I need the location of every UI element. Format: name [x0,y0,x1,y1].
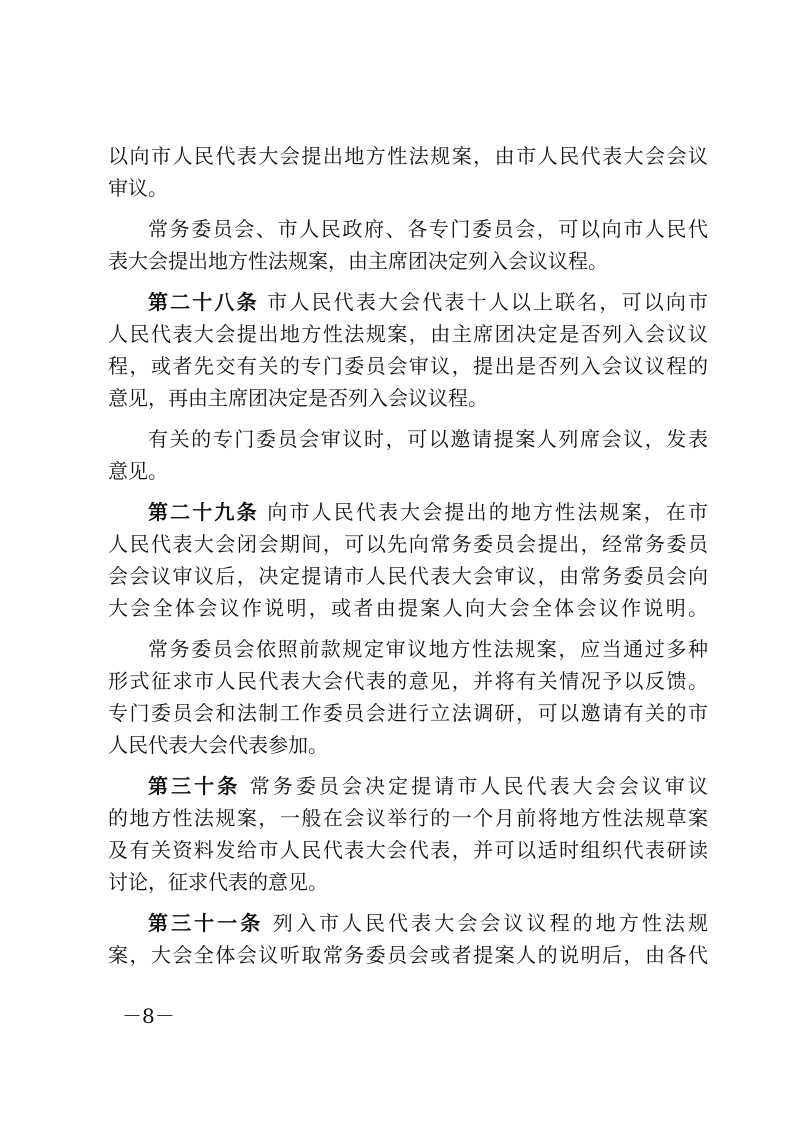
article-number: 第二十八条 [148,290,259,314]
line-text: 市人民代表大会代表十人以上联名，可以向市 [258,290,708,314]
line-text: 人民代表大会提出地方性法规案，由主席团决定是否列入会议议 [108,322,708,346]
paragraph-gap [108,204,708,213]
paragraph-gap [108,277,708,286]
line-text: 的地方性法规案，一般在会议举行的一个月前将地方性法规草案 [108,806,708,830]
page-number: －8－ [122,1004,175,1028]
line-text: 意见，再由主席团决定是否列入会议议程。 [108,386,488,410]
line-text: 形式征求市人民代表大会代表的意见，并将有关情况予以反馈。 [108,669,708,693]
text-line [108,528,708,560]
text-line [108,802,708,834]
article-number: 第三十条 [148,774,241,798]
line-text: 以向市人民代表大会提出地方性法规案，由市人民代表大会会议 [108,144,708,168]
paragraph-gap [108,898,708,907]
article-number: 第三十一条 [148,911,264,935]
text-line [108,496,708,528]
line-text: 大会全体会议作说明，或者由提案人向大会全体会议作说明。 [108,596,708,620]
line-text: 专门委员会和法制工作委员会进行立法调研，可以邀请有关的市 [108,701,708,725]
text-line [108,834,708,866]
line-text: 审议。 [108,176,168,200]
line-text: 人民代表大会代表参加。 [108,733,328,757]
text-line [108,382,708,414]
text-line [108,633,708,665]
text-line [108,140,708,172]
text-line [108,318,708,350]
line-text: 程，或者先交有关的专门委员会审议，提出是否列入会议议程的 [108,354,708,378]
text-line [108,560,708,592]
paragraph-gap [108,624,708,633]
text-line [108,665,708,697]
text-line [108,592,708,624]
body-text [108,140,708,971]
paragraph-gap [108,414,708,423]
text-line [108,423,708,455]
text-line [108,907,708,939]
text-line [108,172,708,204]
line-text: 会会议审议后，决定提请市人民代表大会审议，由常务委员会向 [108,564,708,588]
line-text: 人民代表大会闭会期间，可以先向常务委员会提出，经常务委员 [108,532,708,556]
text-line [108,245,708,277]
text-line [108,939,708,971]
text-line [108,729,708,761]
article-number: 第二十九条 [148,500,259,524]
line-text: 向市人民代表大会提出的地方性法规案，在市 [258,500,708,524]
line-text: 常务委员会、市人民政府、各专门委员会，可以向市人民代 [148,217,708,241]
text-line [108,697,708,729]
paragraph-gap [108,761,708,770]
line-text: 意见。 [108,459,168,483]
line-text: 列入市人民代表大会会议议程的地方性法规 [263,911,708,935]
line-text: 常务委员会依照前款规定审议地方性法规案，应当通过多种 [148,637,708,661]
line-text: 案，大会全体会议听取常务委员会或者提案人的说明后，由各代 [108,943,708,967]
text-line [108,455,708,487]
line-text: 讨论，征求代表的意见。 [108,870,328,894]
line-text: 及有关资料发给市人民代表大会代表，并可以适时组织代表研读 [108,838,708,862]
text-line [108,213,708,245]
line-text: 有关的专门委员会审议时，可以邀请提案人列席会议，发表 [148,427,708,451]
text-line [108,770,708,802]
line-text: 表大会提出地方性法规案，由主席团决定列入会议议程。 [108,249,608,273]
text-line [108,866,708,898]
text-line [108,350,708,382]
text-line [108,286,708,318]
paragraph-gap [108,487,708,496]
line-text: 常务委员会决定提请市人民代表大会会议审议 [240,774,708,798]
